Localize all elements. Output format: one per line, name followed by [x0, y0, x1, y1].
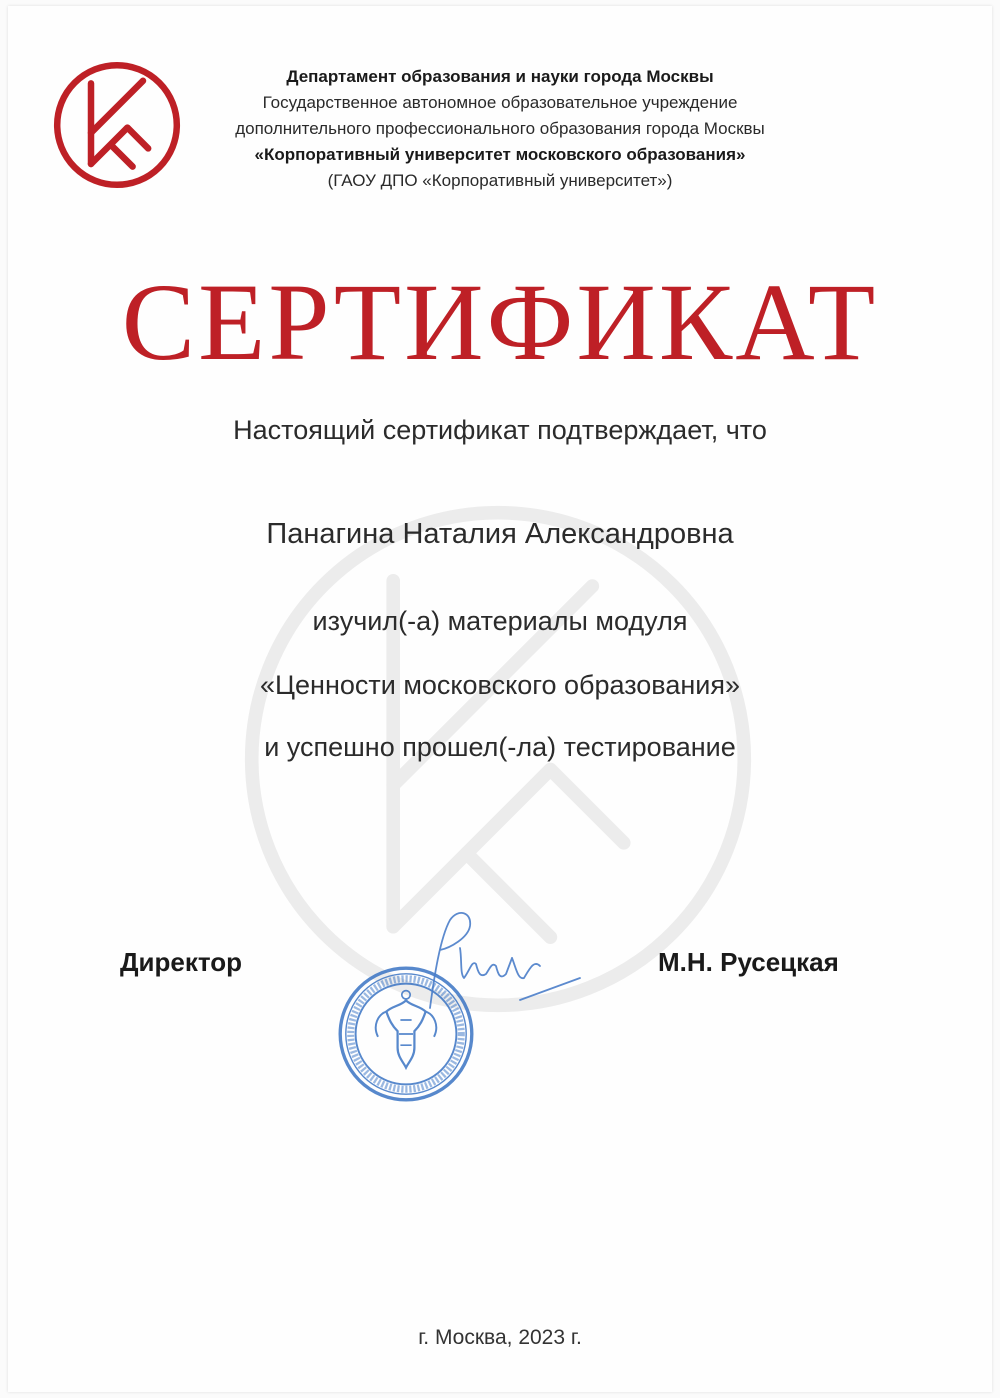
certificate-title: СЕРТИФИКАТ	[121, 261, 879, 383]
ku-logo-icon	[52, 60, 182, 190]
recipient-name: Панагина Наталия Александровна	[266, 518, 734, 550]
institution-short-name: (ГАОУ ДПО «Корпоративный университет»)	[327, 171, 673, 190]
issuer-header	[190, 64, 810, 194]
signature-icon	[400, 908, 610, 1018]
module-name: «Ценности московского образования»	[260, 670, 740, 700]
director-name: М.Н. Русецкая	[658, 947, 839, 977]
place-and-date: г. Москва, 2023 г.	[418, 1326, 582, 1349]
intro-text: Настоящий сертификат подтверждает, что	[233, 415, 767, 445]
studied-text: изучил(-а) материалы модуля	[312, 606, 688, 636]
institution-name: «Корпоративный университет московского образования»	[254, 145, 746, 164]
institution-line-1: Государственное автономное образовательное учреждение	[262, 93, 738, 112]
director-role: Директор	[120, 947, 243, 977]
department-name: Департамент образования и науки города Москвы	[286, 67, 714, 86]
result-text: и успешно прошел(-ла) тестирование	[264, 732, 736, 762]
institution-line-2: дополнительного профессионального образования города Москвы	[235, 119, 765, 138]
